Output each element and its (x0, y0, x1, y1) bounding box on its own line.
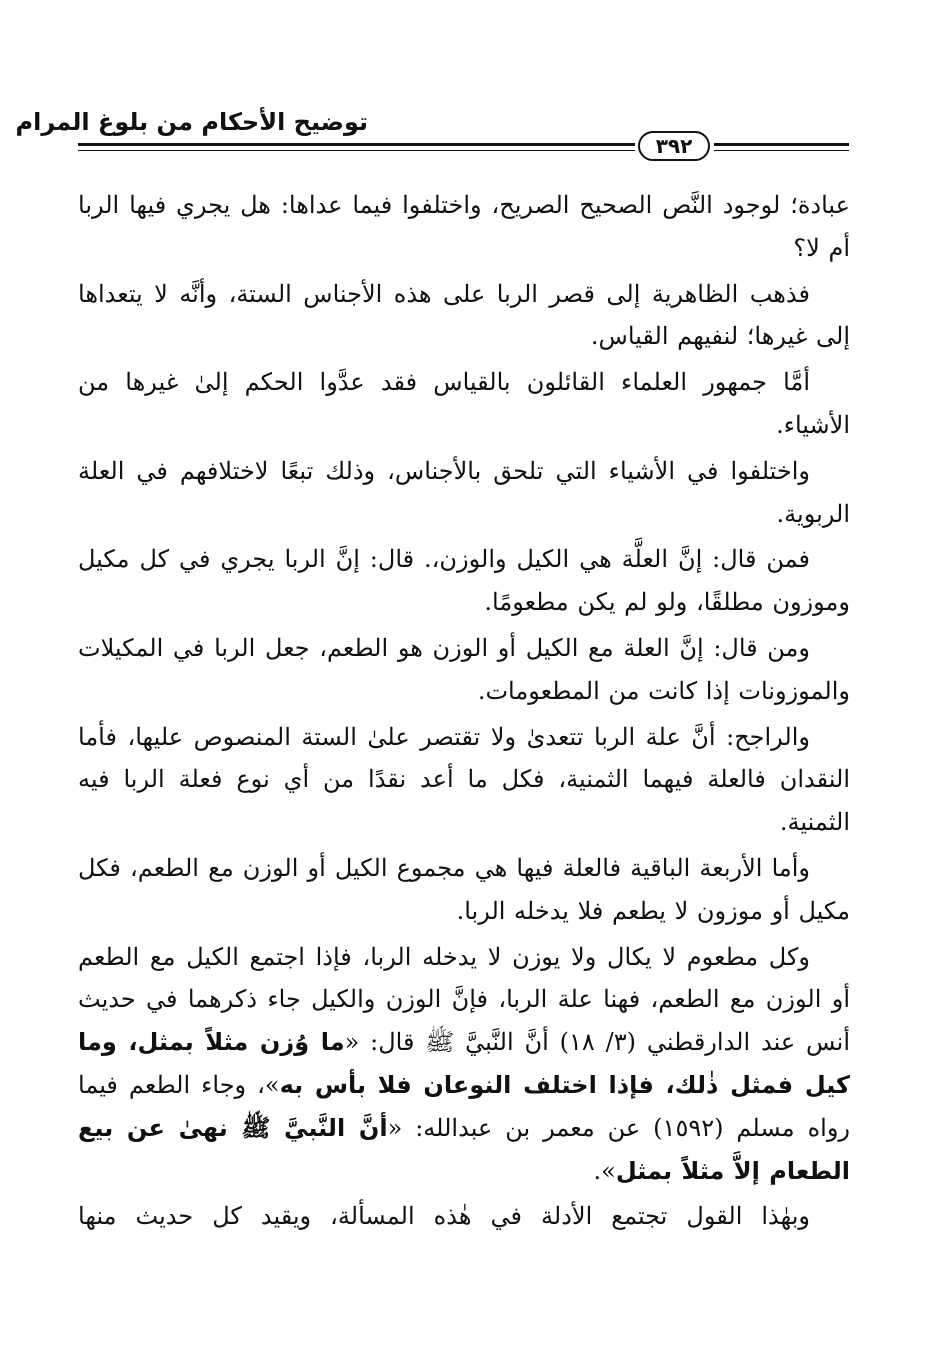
paragraph-text: واختلفوا في الأشياء التي تلحق بالأجناس، وذلك تبعًا لاختلافهم في العلة الربوية. (78, 456, 850, 528)
paragraph-text: »، وجاء الطعم فيما رواه مسلم (١٥٩٢) عن معمر بن عبدالله: « (78, 1070, 850, 1142)
paragraph-text: ومن قال: إنَّ العلة مع الكيل أو الوزن هو الطعم، جعل الربا في المكيلات والموزونات إذا كانت من المطعومات. (78, 633, 850, 705)
paragraph-text: وكل مطعوم لا يكال ولا يوزن لا يدخله الربا، فإذا اجتمع الكيل مع الطعم أو الوزن مع الطعم، فهنا علة الربا، فإنَّ الوزن والكيل جاء ذكرهما في حديث أنس عند الدارقطني (٣/ ١٨) أنَّ النَّبيَّ ﷺ قال: « (78, 942, 850, 1057)
header-rule-thick (78, 143, 635, 146)
paragraph (78, 847, 850, 933)
paragraph-text: ». (593, 1156, 616, 1185)
paragraph (78, 450, 850, 536)
paragraph-text: والراجح: أنَّ علة الربا تتعدىٰ ولا تقتصر علىٰ الستة المنصوص عليها، فأما النقدان فالعلة فيهما الثمنية، فكل ما أعد نقدًا من أي نوع فعلة الربا فيه الثمنية. (78, 722, 850, 837)
header-rule-left (78, 143, 635, 153)
page-number: ٣٩٢ (638, 131, 710, 161)
paragraph-text: وأما الأربعة الباقية فالعلة فيها هي مجموع الكيل أو الوزن مع الطعم، فكل مكيل أو موزون لا يطعم فلا يدخله الربا. (78, 853, 850, 925)
paragraph-text: فمن قال: إنَّ العلَّة هي الكيل والوزن،. قال: إنَّ الربا يجري في كل مكيل وموزون مطلقًا، ولو لم يكن مطعومًا. (78, 545, 850, 617)
paragraph (78, 627, 850, 713)
paragraph (78, 273, 850, 359)
header-rule-thick (714, 143, 849, 146)
header-rule-right (714, 143, 849, 153)
header-rule-thin (714, 150, 849, 151)
header-rule-thin (78, 150, 635, 151)
paragraph (78, 936, 850, 1193)
paragraph-text: أمَّا جمهور العلماء القائلون بالقياس فقد عدَّوا الحكم إلىٰ غيرها من الأشياء. (78, 368, 850, 439)
paragraph (78, 538, 850, 624)
hadith-quote: أنَّ النَّبيَّ ﷺ نهىٰ عن بيع الطعام إلاَّ مثلاً بمثل (78, 1113, 850, 1185)
paragraph-text: وبهٰذا القول تجتمع الأدلة في هٰذه المسألة، ويقيد كل حديث منها (78, 1202, 810, 1231)
paragraph (78, 716, 850, 844)
hadith-quote: ما وُزن مثلاً بمثل، وما كيل فمثل ذٰلك، فإذا اختلف النوعان فلا بأس به (78, 1028, 851, 1099)
page-body (78, 184, 850, 1238)
paragraph (78, 361, 850, 447)
paragraph-text: عبادة؛ لوجود النَّص الصحيح الصريح، واختلفوا فيما عداها: هل يجري فيها الربا أم لا؟ (78, 191, 850, 262)
running-header-title: توضيح الأحكام من بلوغ المرام (15, 108, 368, 136)
paragraph (78, 1195, 850, 1238)
paragraph (78, 184, 850, 270)
paragraph-text: فذهب الظاهرية إلى قصر الربا على هذه الأجناس الستة، وأنَّه لا يتعداها إلى غيرها؛ لنفيهم القياس. (78, 279, 850, 351)
